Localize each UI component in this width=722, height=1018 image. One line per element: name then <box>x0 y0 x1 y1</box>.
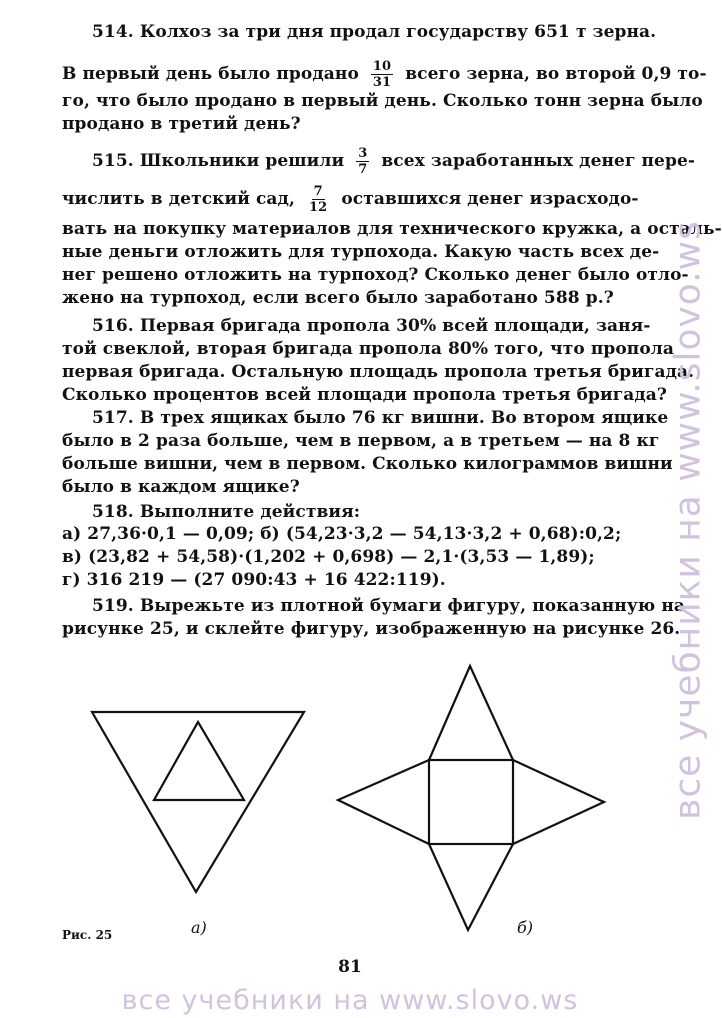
problem-number: 519. <box>92 596 140 616</box>
problem-line: г) 316 219 — (27 090:43 + 16 422:119). <box>62 570 446 590</box>
problem-line: первая бригада. Остальную площадь пропола третья бригада. <box>62 362 695 382</box>
center-square <box>429 760 513 844</box>
problem-number: 517. <box>92 408 140 428</box>
problem-line: 517. В трех ящиках было 76 кг вишни. Во втором ящике <box>92 408 669 428</box>
figure-a-triangle-net <box>92 712 304 892</box>
inner-triangle <box>154 722 244 800</box>
problem-line: жено на турпоход, если всего было заработано 588 р.? <box>62 288 614 308</box>
problem-line: в) (23,82 + 54,58)·(1,202 + 0,698) — 2,1·(3,53 — 1,89); <box>62 547 595 567</box>
left-triangle <box>338 760 429 844</box>
problem-line: 519. Вырежьте из плотной бумаги фигуру, показанную на <box>92 596 686 616</box>
fraction: $\frac{10}{31}$ <box>372 59 392 90</box>
problem-number: 514. <box>92 22 140 42</box>
problem-line: го, что было продано в первый день. Сколько тонн зерна было <box>62 91 703 111</box>
problem-line: больше вишни, чем в первом. Сколько килограммов вишни <box>62 454 673 474</box>
problem-line: Сколько процентов всей площади пропола третья бригада? <box>62 385 667 405</box>
bottom-triangle <box>429 844 513 930</box>
fraction: $\frac{3}{7}$ <box>358 146 368 177</box>
problem-line: В первый день было продано $\frac{10}{31}$ всего зерна, во второй 0,9 то- <box>62 59 707 90</box>
side-watermark: все учебники на www.slovo.ws <box>667 220 709 820</box>
problem-line: 516. Первая бригада пропола 30% всей площади, заня- <box>92 316 651 336</box>
top-triangle <box>429 666 513 760</box>
problem-line: 518. Выполните действия: <box>92 502 361 522</box>
problem-number: 518. <box>92 502 140 522</box>
page-number: 81 <box>338 957 362 977</box>
subfigure-b-label: б) <box>517 918 534 937</box>
problem-line: было в 2 раза больше, чем в первом, а в третьем — на 8 кг <box>62 431 660 451</box>
problem-line: вать на покупку материалов для технического кружка, а осталь- <box>62 219 722 239</box>
problem-number: 515. <box>92 151 140 171</box>
figure-b-square-net <box>338 666 604 930</box>
problem-line: а) 27,36·0,1 — 0,09; б) (54,23·3,2 — 54,13·3,2 + 0,68):0,2; <box>62 524 622 544</box>
subfigure-a-label: а) <box>191 918 207 937</box>
bottom-watermark: все учебники на www.slovo.ws <box>121 985 579 1016</box>
right-triangle <box>513 760 604 844</box>
problem-line: 514. Колхоз за три дня продал государству 651 т зерна. <box>92 22 657 42</box>
problem-line: было в каждом ящике? <box>62 477 300 497</box>
problem-line: продано в третий день? <box>62 114 301 134</box>
fraction: $\frac{7}{12}$ <box>309 184 328 215</box>
problem-line: рисунке 25, и склейте фигуру, изображенную на рисунке 26. <box>62 619 681 639</box>
problem-line: ные деньги отложить для турпохода. Какую часть всех де- <box>62 242 660 262</box>
problem-number: 516. <box>92 316 140 336</box>
outer-triangle <box>92 712 304 892</box>
problem-line: числить в детский сад, $\frac{7}{12}$ оставшихся денег израсходо- <box>62 184 639 215</box>
problem-line: той свеклой, вторая бригада пропола 80% того, что пропола <box>62 339 674 359</box>
problem-line: нег решено отложить на турпоход? Сколько денег было отло- <box>62 265 689 285</box>
problem-line: 515. Школьники решили $\frac{3}{7}$ всех заработанных денег пере- <box>92 146 696 177</box>
figure-label: Рис. 25 <box>62 928 113 942</box>
